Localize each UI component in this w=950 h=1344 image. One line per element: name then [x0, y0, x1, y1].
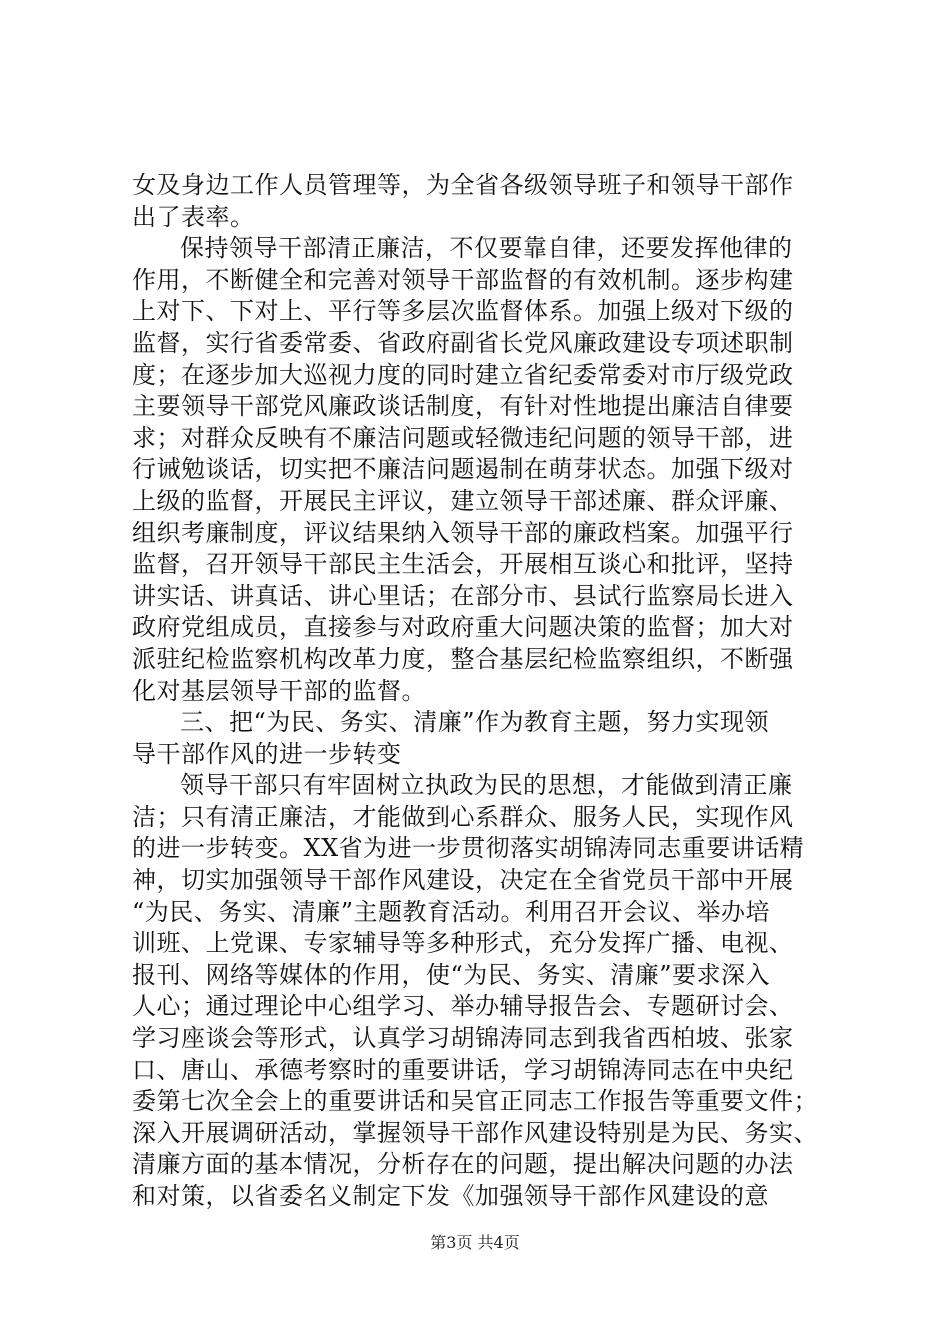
text-line: 报刊、网络等媒体的作用，使“为民、务实、清廉”要求深入	[132, 960, 771, 989]
text-line: 人心；通过理论中心组学习、举办辅导报告会、专题研讨会、	[132, 992, 794, 1021]
text-line: 委第七次全会上的重要讲话和吴官正同志工作报告等重要文件；	[132, 1087, 818, 1116]
section-heading-line: 导干部作风的进一步转变	[132, 739, 402, 768]
text-line: 洁；只有清正廉洁，才能做到心系群众、服务人民，实现作风	[132, 802, 794, 831]
document-body	[132, 170, 832, 1213]
text-line: 和对策，以省委名义制定下发《加强领导干部作风建设的意	[132, 1182, 769, 1210]
page-number-label: 第3页 共4页	[430, 1233, 520, 1252]
text-line: 的进一步转变。XX省为进一步贯彻落实胡锦涛同志重要讲话精	[132, 834, 805, 863]
text-line: 女及身边工作人员管理等，为全省各级领导班子和领导干部作	[132, 171, 794, 199]
text-line: 度；在逐步加大巡视力度的同时建立省纪委常委对市厅级党政	[132, 360, 794, 389]
text-line: 上级的监督，开展民主评议，建立领导干部述廉、群众评廉、	[132, 486, 794, 515]
text-line: 神，切实加强领导干部作风建设，决定在全省党员干部中开展	[132, 866, 794, 895]
text-line: 训班、上党课、专家辅导等多种形式，充分发挥广播、电视、	[132, 929, 794, 958]
text-line: 清廉方面的基本情况，分析存在的问题，提出解决问题的办法	[132, 1150, 794, 1179]
paragraph-first-line: 保持领导干部清正廉洁，不仅要靠自律，还要发挥他律的	[180, 234, 793, 263]
text-line: 政府党组成员，直接参与对政府重大问题决策的监督；加大对	[132, 613, 794, 642]
page-footer	[0, 1233, 950, 1253]
text-line: 行诫勉谈话，切实把不廉洁问题遏制在萌芽状态。加强下级对	[132, 455, 794, 484]
text-line: 组织考廉制度，评议结果纳入领导干部的廉政档案。加强平行	[132, 518, 794, 547]
text-line: 作用，不断健全和完善对领导干部监督的有效机制。逐步构建	[132, 265, 794, 294]
text-line: 上对下、下对上、平行等多层次监督体系。加强上级对下级的	[132, 297, 794, 326]
paragraph-first-line: 领导干部只有牢固树立执政为民的思想，才能做到清正廉	[180, 771, 793, 800]
text-line: 深入开展调研活动，掌握领导干部作风建设特别是为民、务实、	[132, 1118, 818, 1147]
text-line: 派驻纪检监察机构改革力度，整合基层纪检监察组织，不断强	[132, 644, 794, 673]
text-line: “为民、务实、清廉”主题教育活动。利用召开会议、举办培	[132, 897, 771, 926]
text-line: 求；对群众反映有不廉洁问题或轻微违纪问题的领导干部，进	[132, 423, 794, 452]
text-line: 监督，实行省委常委、省政府副省长党风廉政建设专项述职制	[132, 328, 794, 357]
text-line: 学习座谈会等形式，认真学习胡锦涛同志到我省西柏坡、张家	[132, 1024, 794, 1053]
text-line: 口、唐山、承德考察时的重要讲话，学习胡锦涛同志在中央纪	[132, 1055, 794, 1084]
text-line: 监督，召开领导干部民主生活会，开展相互谈心和批评，坚持	[132, 550, 794, 579]
text-line: 主要领导干部党风廉政谈话制度，有针对性地提出廉洁自律要	[132, 392, 794, 421]
text-line: 讲实话、讲真话、讲心里话；在部分市、县试行监察局长进入	[132, 581, 794, 610]
text-line: 化对基层领导干部的监督。	[132, 676, 426, 705]
text-line: 出了表率。	[132, 202, 255, 231]
section-heading-line: 三、把“为民、务实、清廉”作为教育主题，努力实现领	[180, 708, 770, 737]
